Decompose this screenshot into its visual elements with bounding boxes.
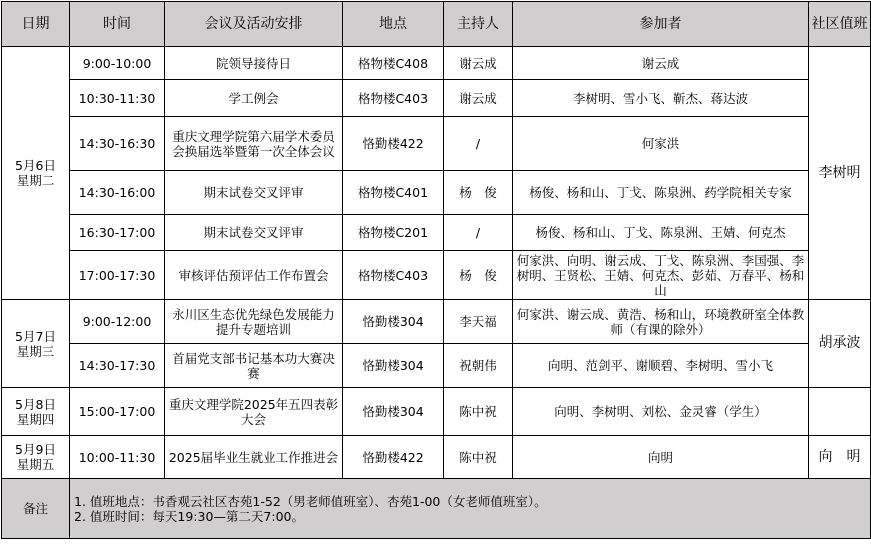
date-label: 5月8日: [15, 396, 56, 412]
table-row: [2, 436, 871, 479]
place-cell: 恪勤楼422: [343, 117, 444, 171]
place-cell: 格物楼C401: [343, 171, 444, 215]
place-cell: 恪勤楼304: [343, 388, 444, 436]
event-cell: 永川区生态优先绿色发展能力提升专题培训: [165, 300, 343, 344]
remarks-body: [70, 479, 871, 539]
time-cell: 9:00-10:00: [70, 47, 165, 80]
event-cell: 首届党支部书记基本功大赛决赛: [165, 344, 343, 388]
weekday-label: 星期二: [16, 173, 55, 188]
header-row: [2, 2, 871, 47]
time-cell: 14:30-16:30: [70, 117, 165, 171]
date-label: 5月9日: [15, 442, 56, 457]
host-cell: 杨 俊: [444, 251, 513, 300]
place-cell: 恪勤楼422: [343, 436, 444, 479]
header-duty: 社区值班: [809, 2, 871, 47]
event-cell: 学工例会: [165, 80, 343, 117]
date-label: 5月6日: [15, 158, 56, 173]
remarks-line: 1. 值班地点：书香观云社区杏苑1-52（男老师值班室）、杏苑1-00（女老师值班室）。: [74, 493, 547, 509]
header-date: 日期: [2, 2, 70, 47]
duty-cell: [809, 388, 871, 436]
table-row: [2, 171, 871, 215]
time-cell: 16:30-17:00: [70, 215, 165, 251]
place-cell: 格物楼C201: [343, 215, 444, 251]
date-cell: [2, 47, 70, 300]
event-cell: 期末试卷交叉评审: [165, 215, 343, 251]
time-cell: 15:00-17:00: [70, 388, 165, 436]
place-cell: 恪勤楼304: [343, 344, 444, 388]
host-cell: 杨 俊: [444, 171, 513, 215]
event-cell: 重庆文理学院第六届学术委员会换届选举暨第一次全体会议: [165, 117, 343, 171]
table-row: [2, 300, 871, 344]
remarks-label: 备注: [2, 479, 70, 539]
attendees-cell: 何家洪、向明、谢云成、丁戈、陈泉洲、李国强、李树明、王贤松、王婧、何克杰、彭茹、万春平、杨和山: [513, 251, 809, 300]
time-cell: 9:00-12:00: [70, 300, 165, 344]
time-cell: 10:00-11:30: [70, 436, 165, 479]
attendees-cell: 杨俊、杨和山、丁戈、陈泉洲、药学院相关专家: [513, 171, 809, 215]
place-cell: 恪勤楼304: [343, 300, 444, 344]
date-label: 5月7日: [15, 328, 56, 344]
remarks-row: [2, 479, 871, 539]
header-place: 地点: [343, 2, 444, 47]
host-cell: 谢云成: [444, 80, 513, 117]
table-row: [2, 344, 871, 388]
date-cell: [2, 388, 70, 436]
remarks-line: 2. 值班时间：每天19:30—第二天7:00。: [74, 508, 304, 524]
time-cell: 10:30-11:30: [70, 80, 165, 117]
table-row: [2, 215, 871, 251]
attendees-cell: 向明、李树明、刘松、金灵睿（学生）: [513, 388, 809, 436]
host-cell: 祝朝伟: [444, 344, 513, 388]
table-row: [2, 80, 871, 117]
attendees-cell: 杨俊、杨和山、丁戈、陈泉洲、王婧、何克杰: [513, 215, 809, 251]
duty-cell: 向 明: [809, 436, 871, 479]
event-cell: 期末试卷交叉评审: [165, 171, 343, 215]
host-cell: 陈中祝: [444, 436, 513, 479]
attendees-cell: 李树明、雪小飞、靳杰、蒋达波: [513, 80, 809, 117]
host-cell: /: [444, 117, 513, 171]
header-host: 主持人: [444, 2, 513, 47]
attendees-cell: 何家洪: [513, 117, 809, 171]
header-time: 时间: [70, 2, 165, 47]
table-row: [2, 117, 871, 171]
attendees-cell: 何家洪、谢云成、黄浩、杨和山，环境教研室全体教师（有课的除外）: [513, 300, 809, 344]
attendees-cell: 向明: [513, 436, 809, 479]
table-row: [2, 47, 871, 80]
schedule-table: [1, 1, 871, 539]
duty-cell: 李树明: [809, 47, 871, 300]
table-row: [2, 251, 871, 300]
host-cell: 陈中祝: [444, 388, 513, 436]
host-cell: /: [444, 215, 513, 251]
attendees-cell: 谢云成: [513, 47, 809, 80]
date-cell: [2, 300, 70, 388]
time-cell: 17:00-17:30: [70, 251, 165, 300]
weekday-label: 星期三: [16, 343, 55, 359]
place-cell: 格物楼C408: [343, 47, 444, 80]
weekday-label: 星期四: [16, 411, 55, 427]
event-cell: 重庆文理学院2025年五四表彰大会: [165, 388, 343, 436]
event-cell: 审核评估预评估工作布置会: [165, 251, 343, 300]
time-cell: 14:30-16:00: [70, 171, 165, 215]
weekday-label: 星期五: [16, 457, 55, 472]
header-event: 会议及活动安排: [165, 2, 343, 47]
event-cell: 院领导接待日: [165, 47, 343, 80]
host-cell: 谢云成: [444, 47, 513, 80]
date-cell: [2, 436, 70, 479]
table-row: [2, 388, 871, 436]
header-attendees: 参加者: [513, 2, 809, 47]
time-cell: 14:30-17:30: [70, 344, 165, 388]
place-cell: 格物楼C403: [343, 80, 444, 117]
host-cell: 李天福: [444, 300, 513, 344]
place-cell: 格物楼C403: [343, 251, 444, 300]
event-cell: 2025届毕业生就业工作推进会: [165, 436, 343, 479]
duty-cell: 胡承波: [809, 300, 871, 388]
attendees-cell: 向明、范剑平、谢顺碧、李树明、雪小飞: [513, 344, 809, 388]
